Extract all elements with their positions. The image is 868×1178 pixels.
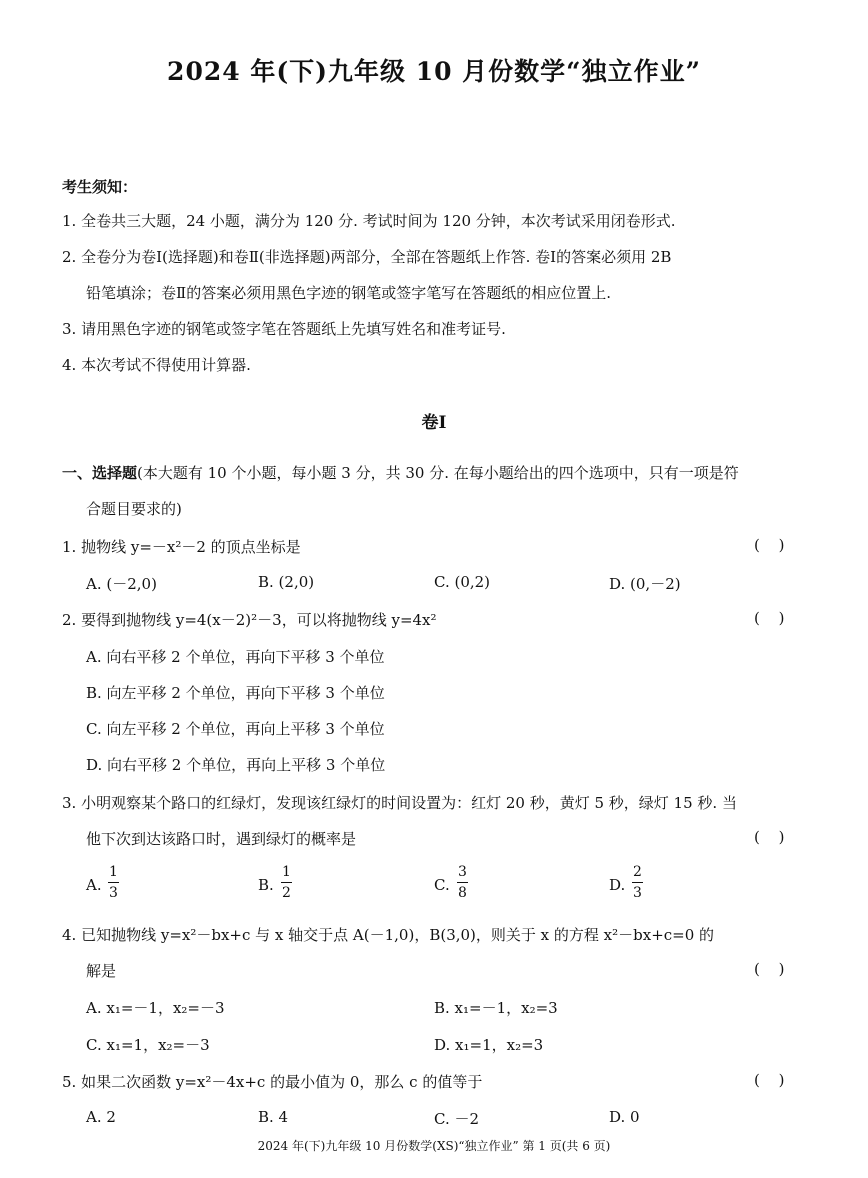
q2-option-d: D. 向右平移 2 个单位，再向上平移 3 个单位 (86, 756, 386, 774)
q3-option-b-denominator: 2 (282, 885, 291, 901)
q3-option-d-label: D. (609, 876, 626, 894)
q3-option-a-numerator: 1 (109, 864, 118, 880)
notice-heading: 考生须知： (62, 178, 138, 196)
q4-stem-cont: 解是 (86, 962, 117, 980)
notice-item-4: 4. 本次考试不得使用计算器. (62, 356, 251, 374)
q2-option-b: B. 向左平移 2 个单位，再向下平移 3 个单位 (86, 684, 385, 702)
q5-answer-bracket: ( ) (754, 1071, 785, 1089)
volume-title: 卷Ⅰ (421, 413, 447, 433)
q1-option-b: B. (2,0) (258, 573, 315, 591)
q5-option-b: B. 4 (258, 1108, 289, 1126)
q3-option-a-fraction (108, 864, 119, 901)
q3-option-d-denominator: 3 (633, 885, 642, 901)
notice-item-3: 3. 请用黑色字迹的钢笔或签字笔在答题纸上先填写姓名和准考证号. (62, 320, 506, 338)
q1-option-d: D. (0,－2) (609, 575, 681, 593)
notice-item-2-cont: 铅笔填涂；卷Ⅱ的答案必须用黑色字迹的钢笔或签字笔写在答题纸的相应位置上. (86, 284, 611, 302)
q4-option-c: C. x₁=1，x₂=－3 (86, 1036, 210, 1054)
section-heading (62, 462, 739, 483)
q3-option-a-denominator: 3 (109, 885, 118, 901)
q3-option-c-denominator: 8 (458, 885, 467, 901)
q4-option-a: A. x₁=－1，x₂=－3 (86, 999, 225, 1017)
q1-answer-bracket: ( ) (754, 536, 785, 554)
q3-stem: 3. 小明观察某个路口的红绿灯，发现该红绿灯的时间设置为：红灯 20 秒，黄灯 5 秒，绿灯 15 秒. 当 (62, 794, 737, 812)
section-desc: (本大题有 10 个小题，每小题 3 分，共 30 分. 在每小题给出的四个选项中，只有一项是符 (137, 464, 739, 482)
q4-option-b: B. x₁=－1，x₂=3 (434, 999, 558, 1017)
q3-option-c-numerator: 3 (458, 864, 467, 880)
q4-option-d: D. x₁=1，x₂=3 (434, 1036, 544, 1054)
q3-option-c-label: C. (434, 876, 450, 894)
q2-option-c: C. 向左平移 2 个单位，再向上平移 3 个单位 (86, 720, 385, 738)
notice-item-1: 1. 全卷共三大题，24 小题，满分为 120 分. 考试时间为 120 分钟，本次考试采用闭卷形式. (62, 212, 676, 230)
q3-option-c-fraction (457, 864, 468, 901)
q4-stem: 4. 已知抛物线 y=x²－bx+c 与 x 轴交于点 A(－1,0)，B(3,0)，则关于 x 的方程 x²－bx+c=0 的 (62, 926, 715, 944)
q1-option-a: A. (－2,0) (86, 575, 157, 593)
q3-option-b-fraction (281, 864, 292, 901)
q2-answer-bracket: ( ) (754, 609, 785, 627)
q5-stem: 5. 如果二次函数 y=x²－4x+c 的最小值为 0，那么 c 的值等于 (62, 1073, 483, 1091)
q3-option-d-fraction (632, 864, 643, 901)
q3-stem-cont: 他下次到达该路口时，遇到绿灯的概率是 (86, 830, 357, 848)
page-title: 2024 年(下)九年级 10 月份数学“独立作业” (167, 57, 701, 86)
q3-answer-bracket: ( ) (754, 828, 785, 846)
q5-option-c: C. －2 (434, 1110, 480, 1128)
q3-option-d-numerator: 2 (633, 864, 642, 880)
q3-option-b-numerator: 1 (282, 864, 291, 880)
q1-stem: 1. 抛物线 y=－x²－2 的顶点坐标是 (62, 538, 301, 556)
section-label: 一、选择题 (62, 464, 138, 482)
q3-option-a-label: A. (86, 876, 102, 894)
page-footer: 2024 年(下)九年级 10 月份数学(XS)“独立作业” 第 1 页(共 6 页) (257, 1139, 611, 1153)
q5-option-d: D. 0 (609, 1108, 640, 1126)
q1-option-c: C. (0,2) (434, 573, 491, 591)
q2-stem: 2. 要得到抛物线 y=4(x－2)²－3，可以将抛物线 y=4x² (62, 611, 437, 629)
q2-option-a: A. 向右平移 2 个单位，再向下平移 3 个单位 (86, 648, 385, 666)
q3-option-b-label: B. (258, 876, 274, 894)
q5-option-a: A. 2 (86, 1108, 116, 1126)
notice-item-2: 2. 全卷分为卷Ⅰ(选择题)和卷Ⅱ(非选择题)两部分，全部在答题纸上作答. 卷Ⅰ的答案必须用 2B (62, 248, 672, 266)
q4-answer-bracket: ( ) (754, 960, 785, 978)
section-desc-cont: 合题目要求的) (86, 500, 182, 518)
